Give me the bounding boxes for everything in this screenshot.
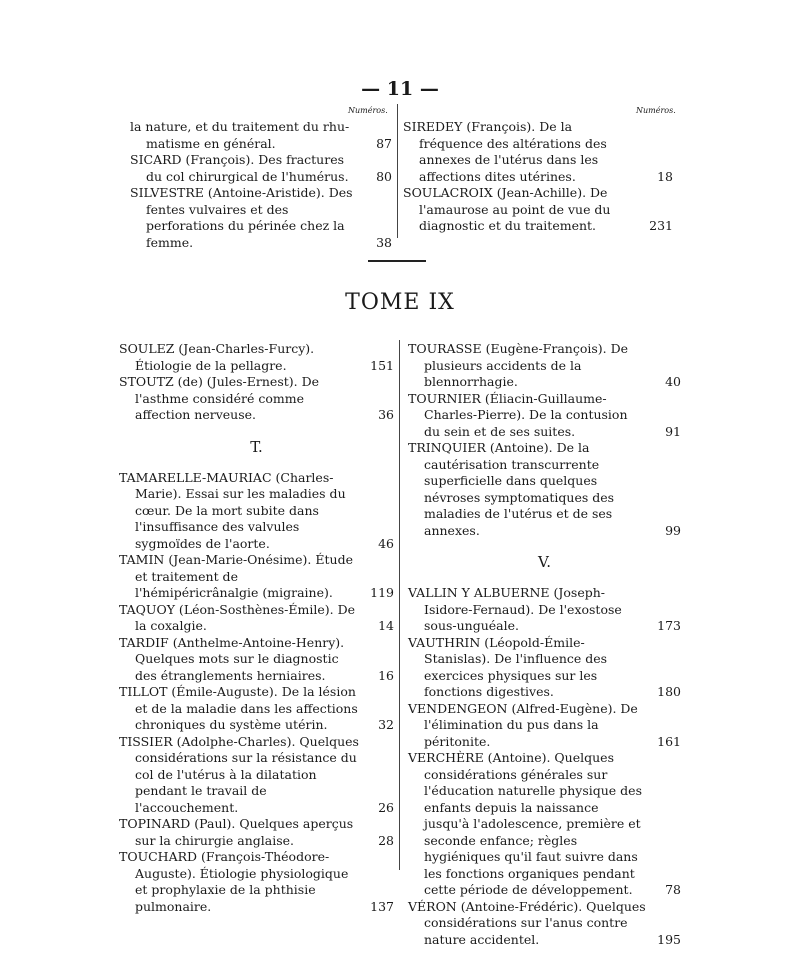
index-entry <box>119 684 394 734</box>
entry-number: 36 <box>378 407 394 422</box>
index-entry <box>119 816 394 849</box>
section-letter-v: V. <box>538 553 551 571</box>
entry-text: TILLOT (Émile-Auguste). De la lésion et de la maladie dans les affections chroniques du système utérin. <box>119 684 358 732</box>
index-entry <box>130 119 392 152</box>
entry-number: 161 <box>657 733 681 749</box>
index-entry <box>130 152 392 185</box>
entry-text: TOURNIER (Éliacin-Guillaume-Charles-Pierre). De la contusion du sein et de ses suites. <box>408 390 628 439</box>
entry-number: 80 <box>376 168 392 184</box>
entry-text: TAQUOY (Léon-Sosthènes-Émile). De la coxalgie. <box>119 601 355 633</box>
entry-number: 40 <box>665 374 681 389</box>
entry-text: VAUTHRIN (Léopold-Émile-Stanislas). De l'influence des exercices physiques sur les fonctions digestives. <box>408 634 608 699</box>
entry-text: TOPINARD (Paul). Quelques aperçus sur la chirurgie anglaise. <box>119 816 354 848</box>
page-number: — 11 — <box>361 78 439 100</box>
left-column <box>119 341 394 915</box>
index-entry <box>408 391 681 441</box>
entry-text: VERCHÈRE (Antoine). Quelques considérations générales sur l'éducation naturelle physique des enfants depuis la naissance jusqu'à l'adolescence, première et seconde enfance; règles hygiéniques qu'il faut suivre dans les fonctions organiques pendant cette période de développement. <box>408 750 642 897</box>
entry-text: SOULACROIX (Jean-Achille). De l'amaurose au point de vue du diagnostic et du traitement. <box>403 185 611 233</box>
top-left-column <box>130 119 392 251</box>
section-letter-t: T. <box>250 437 263 456</box>
entry-text: la nature, et du traitement du rhu-matisme en général. <box>130 119 350 151</box>
entry-text: SILVESTRE (Antoine-Aristide). Des fentes vulvaires et des perforations du périnée chez la femme. <box>130 185 353 250</box>
entry-number: 26 <box>378 799 394 815</box>
entry-number: 38 <box>376 234 392 250</box>
entry-text: VALLIN Y ALBUERNE (Joseph-Isidore-Fernaud). De l'exostose sous-unguéale. <box>408 585 622 633</box>
index-entry <box>408 440 681 539</box>
entry-number: 195 <box>657 931 681 947</box>
entry-number: 180 <box>657 684 681 699</box>
index-entry <box>130 185 392 251</box>
entry-text: TAMARELLE-MAURIAC (Charles-Marie). Essai sur les maladies du cœur. De la mort subite dans l'insuffisance des valvules sygmoïdes de l'aorte. <box>119 469 346 551</box>
column-divider-main <box>399 340 400 870</box>
entry-number: 28 <box>378 832 394 848</box>
index-entry <box>408 750 681 899</box>
section-separator <box>368 260 426 262</box>
entry-number: 137 <box>370 898 394 914</box>
entry-text: TOUCHARD (François-Théodore-Auguste). Étiologie physiologique et prophylaxie de la phthisie pulmonaire. <box>119 849 349 914</box>
entry-text: TARDIF (Anthelme-Antoine-Henry). Quelques mots sur le diagnostic des étranglements herniaires. <box>119 634 345 683</box>
entry-text: TAMIN (Jean-Marie-Onésime). Étude et traitement de l'hémipéricrânalgie (migraine). <box>119 552 353 600</box>
entry-number: 87 <box>376 135 392 151</box>
index-entry <box>408 899 681 949</box>
column-header-left: Numéros. <box>348 106 388 115</box>
left-entries-b <box>119 470 394 916</box>
entry-text: VENDENGEON (Alfred-Eugène). De l'élimination du pus dans la péritonite. <box>408 700 638 749</box>
index-entry <box>119 849 394 915</box>
index-entry <box>408 341 681 391</box>
column-divider-top <box>397 104 398 238</box>
index-entry <box>119 341 394 374</box>
left-entries-a <box>119 341 394 424</box>
entry-number: 119 <box>370 585 394 600</box>
index-entry <box>119 602 394 635</box>
index-entry <box>408 701 681 751</box>
index-entry <box>403 185 673 235</box>
entry-number: 173 <box>657 618 681 633</box>
entry-text: SIREDEY (François). De la fréquence des altérations des annexes de l'utérus dans les affections dites utérines. <box>403 119 607 184</box>
entry-number: 91 <box>665 423 681 439</box>
column-header-right: Numéros. <box>636 106 676 115</box>
index-entry <box>408 585 681 635</box>
entry-number: 14 <box>378 618 394 633</box>
tome-title: TOME IX <box>345 290 455 315</box>
index-entry <box>119 635 394 685</box>
index-entry <box>119 374 394 424</box>
top-right-column <box>403 119 673 235</box>
index-entry <box>119 552 394 602</box>
entry-number: 18 <box>657 168 673 184</box>
right-entries-b <box>408 585 681 948</box>
entry-text: TRINQUIER (Antoine). De la cautérisation transcurrente superficielle dans quelques névroses symptomatiques des maladies de l'utérus et de ses annexes. <box>408 440 615 538</box>
entry-text: TOURASSE (Eugène-François). De plusieurs accidents de la blennorrhagie. <box>408 341 629 389</box>
right-entries-a <box>408 341 681 539</box>
entry-number: 78 <box>665 882 681 897</box>
entry-number: 16 <box>378 667 394 683</box>
index-entry <box>408 635 681 701</box>
index-entry <box>119 734 394 817</box>
entry-text: TISSIER (Adolphe-Charles). Quelques considérations sur la résistance du col de l'utérus à la dilatation pendant le travail de l'accouchement. <box>119 733 359 815</box>
entry-text: STOUTZ (de) (Jules-Ernest). De l'asthme considéré comme affection nerveuse. <box>119 374 320 422</box>
entry-text: VÉRON (Antoine-Frédéric). Quelques considérations sur l'anus contre nature accidentel. <box>408 898 646 947</box>
index-entry <box>403 119 673 185</box>
entry-number: 32 <box>378 717 394 732</box>
entry-number: 99 <box>665 522 681 538</box>
entry-number: 231 <box>649 218 673 233</box>
index-entry <box>119 470 394 553</box>
entry-text: SOULEZ (Jean-Charles-Furcy). Étiologie de la pellagre. <box>119 341 315 373</box>
entry-number: 46 <box>378 535 394 551</box>
right-column <box>408 341 681 948</box>
entry-text: SICARD (François). Des fractures du col chirurgical de l'humérus. <box>130 152 349 184</box>
entry-number: 151 <box>370 357 394 373</box>
